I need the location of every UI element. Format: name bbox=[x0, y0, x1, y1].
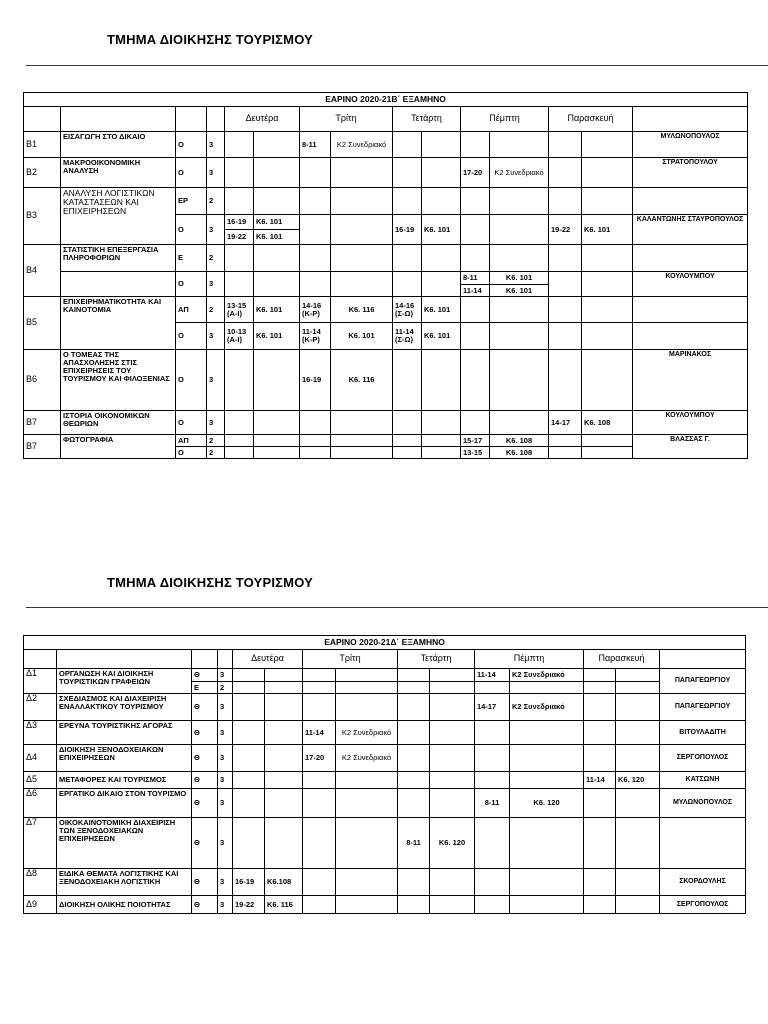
course-code: Β6 bbox=[24, 350, 61, 411]
wednesday-room: Κ6. 101 bbox=[422, 297, 461, 323]
course-code: Δ8 bbox=[24, 869, 57, 896]
course-code: Δ4 bbox=[24, 745, 57, 772]
monday-room: Κ6. 116 bbox=[265, 896, 303, 914]
course-hours: 3 bbox=[218, 772, 233, 789]
thursday-room: Κ2 Συνεδριακό bbox=[510, 694, 584, 721]
thursday-room: Κ6. 120 bbox=[510, 789, 584, 818]
thursday-time: 15-17 bbox=[461, 435, 490, 447]
thursday-room: Κ6. 101 bbox=[490, 285, 549, 297]
professor: ΣΕΡΓΟΠΟΥΛΟΣ bbox=[660, 896, 746, 914]
thursday-room: Κ6. 108 bbox=[490, 435, 549, 447]
course-type: ΑΠ bbox=[176, 435, 207, 447]
course-hours: 3 bbox=[207, 132, 225, 158]
table-row bbox=[24, 297, 748, 323]
monday-time: 19-22 bbox=[225, 230, 254, 245]
professor: ΣΚΟΡΔΟΥΛΗΣ bbox=[660, 869, 746, 896]
day-thursday: Πέμπτη bbox=[475, 650, 584, 669]
course-type: Θ bbox=[192, 818, 218, 869]
thursday-time: 13-15 bbox=[461, 447, 490, 459]
professor: ΠΑΠΑΓΕΩΡΓΙΟΥ bbox=[660, 669, 746, 694]
monday-room: Κ6. 101 bbox=[254, 230, 300, 245]
table-row bbox=[24, 411, 748, 435]
table-row bbox=[24, 350, 748, 411]
course-hours: 3 bbox=[207, 215, 225, 245]
course-hours: 2 bbox=[207, 297, 225, 323]
day-thursday: Πέμπτη bbox=[461, 107, 549, 132]
course-type: Θ bbox=[192, 869, 218, 896]
table-row bbox=[24, 669, 746, 682]
monday-room: Κ6. 101 bbox=[254, 323, 300, 350]
course-hours: 3 bbox=[218, 818, 233, 869]
course-hours: 2 bbox=[207, 245, 225, 272]
monday-time: 16-19 bbox=[233, 869, 265, 896]
day-tuesday: Τρίτη bbox=[303, 650, 398, 669]
tuesday-room: Κ2 Συνεδριακό bbox=[331, 132, 393, 158]
course-hours: 3 bbox=[218, 721, 233, 745]
course-hours: 2 bbox=[207, 188, 225, 215]
course-type: Ο bbox=[176, 411, 207, 435]
course-hours: 3 bbox=[207, 158, 225, 188]
course-title: ΦΩΤΟΓΡΑΦΙΑ bbox=[61, 435, 176, 459]
course-hours: 2 bbox=[218, 682, 233, 694]
thursday-time: 11-14 bbox=[461, 285, 490, 297]
course-code: Δ9 bbox=[24, 896, 57, 914]
day-wednesday: Τετάρτη bbox=[393, 107, 461, 132]
professor: ΣΕΡΓΟΠΟΥΛΟΣ bbox=[660, 745, 746, 772]
thursday-time: 14-17 bbox=[475, 694, 510, 721]
tuesday-time: 11-14 (Κ-Ρ) bbox=[300, 323, 331, 350]
course-type: ΑΠ bbox=[176, 297, 207, 323]
table-row bbox=[24, 435, 748, 447]
course-title: ΕΠΙΧΕΙΡΗΜΑΤΙΚΟΤΗΤΑ ΚΑΙ ΚΑΙΝΟΤΟΜΙΑ bbox=[61, 297, 176, 350]
professor: ΚΑΛΑΝΤΩΝΗΣ ΣΤΑΥΡΟΠΟΥΛΟΣ bbox=[633, 215, 748, 245]
tuesday-time: 8-11 bbox=[300, 132, 331, 158]
table-row bbox=[24, 869, 746, 896]
course-title: ΣΧΕΔΙΑΣΜΟΣ ΚΑΙ ΔΙΑΧΕΙΡΙΣΗ ΕΝΑΛΛΑΚΤΙΚΟΥ ΤΟΥΡΙΣΜΟΥ bbox=[57, 694, 192, 721]
course-code: Δ6 bbox=[24, 789, 57, 818]
course-hours: 3 bbox=[218, 789, 233, 818]
professor: ΒΛΑΣΣΑΣ Γ. bbox=[633, 435, 748, 459]
course-title: ΟΡΓΑΝΩΣΗ ΚΑΙ ΔΙΟΙΚΗΣΗ ΤΟΥΡΙΣΤΙΚΩΝ ΓΡΑΦΕΙΩΝ bbox=[57, 669, 192, 694]
course-type: Ο bbox=[176, 215, 207, 245]
course-title: ΔΙΟΙΚΗΣΗ ΞΕΝΟΔΟΧΕΙΑΚΩΝ ΕΠΙΧΕΙΡΗΣΕΩΝ bbox=[57, 745, 192, 772]
professor: ΜΥΛΩΝΟΠΟΥΛΟΣ bbox=[660, 789, 746, 818]
wednesday-time: 16-19 bbox=[393, 215, 422, 245]
table-row bbox=[24, 272, 748, 285]
monday-room: Κ6.108 bbox=[265, 869, 303, 896]
course-type: Ο bbox=[176, 350, 207, 411]
course-type: Ε bbox=[176, 245, 207, 272]
header-rule bbox=[26, 607, 768, 608]
table-row bbox=[24, 132, 748, 158]
course-code: Δ1 bbox=[24, 669, 57, 694]
course-title: Ο ΤΟΜΕΑΣ ΤΗΣ ΑΠΑΣΧΟΛΗΣΗΣ ΣΤΙΣ ΕΠΙΧΕΙΡΗΣΕΙΣ ΤΟΥ ΤΟΥΡΙΣΜΟΥ ΚΑΙ ΦΙΛΟΞΕΝΙΑΣ bbox=[61, 350, 176, 411]
tuesday-time: 16-19 bbox=[300, 350, 331, 411]
tuesday-time: 14-16 (Κ-Ρ) bbox=[300, 297, 331, 323]
course-hours: 3 bbox=[207, 272, 225, 297]
monday-time: 13-15 (Α-Ι) bbox=[225, 297, 254, 323]
course-hours: 3 bbox=[207, 350, 225, 411]
wednesday-time: 11-14 (Σ-Ω) bbox=[393, 323, 422, 350]
thursday-time: 8-11 bbox=[475, 789, 510, 818]
course-title: ΙΣΤΟΡΙΑ ΟΙΚΟΝΟΜΙΚΩΝ ΘΕΩΡΙΩΝ bbox=[61, 411, 176, 435]
course-title: ΕΡΓΑΤΙΚΟ ΔΙΚΑΙΟ ΣΤΟΝ ΤΟΥΡΙΣΜΟ bbox=[57, 789, 192, 818]
friday-time: 11-14 bbox=[584, 772, 616, 789]
tuesday-time: 11-14 bbox=[303, 721, 336, 745]
day-monday: Δευτέρα bbox=[225, 107, 300, 132]
table-row bbox=[24, 188, 748, 215]
course-type: Θ bbox=[192, 721, 218, 745]
course-type: Ο bbox=[176, 323, 207, 350]
monday-time: 16-19 bbox=[225, 215, 254, 230]
course-type: Θ bbox=[192, 694, 218, 721]
wednesday-room: Κ6. 101 bbox=[422, 215, 461, 245]
thursday-time: 11-14 bbox=[475, 669, 510, 682]
friday-room: Κ6. 120 bbox=[616, 772, 660, 789]
course-type: Ε bbox=[192, 682, 218, 694]
course-title: ΟΙΚΟΚΑΙΝΟΤΟΜΙΚΗ ΔΙΑΧΕΙΡΙΣΗ ΤΩΝ ΞΕΝΟΔΟΧΕΙΑΚΩΝ ΕΠΙΧΕΙΡΗΣΕΩΝ bbox=[57, 818, 192, 869]
course-title: ΕΙΔΙΚΑ ΘΕΜΑΤΑ ΛΟΓΙΣΤΙΚΗΣ ΚΑΙ ΞΕΝΟΔΟΧΕΙΑΚΗ ΛΟΓΙΣΤΙΚΗ bbox=[57, 869, 192, 896]
table-row bbox=[24, 721, 746, 745]
thursday-room: Κ6. 108 bbox=[490, 447, 549, 459]
course-type: Θ bbox=[192, 772, 218, 789]
day-friday: Παρασκευή bbox=[549, 107, 633, 132]
course-type: Θ bbox=[192, 745, 218, 772]
friday-room: Κ6. 101 bbox=[582, 215, 633, 245]
course-title: ΕΙΣΑΓΩΓΗ ΣΤΟ ΔΙΚΑΙΟ bbox=[61, 132, 176, 158]
monday-time: 19-22 bbox=[233, 896, 265, 914]
professor: ΠΑΠΑΓΕΩΡΓΙΟΥ bbox=[660, 694, 746, 721]
course-type: Ο bbox=[176, 132, 207, 158]
course-code: Β3 bbox=[24, 188, 61, 245]
thursday-time: 17-20 bbox=[461, 158, 490, 188]
schedule-table-d bbox=[23, 635, 746, 914]
semester-header: ΕΑΡΙΝΟ 2020-21Δ΄ ΕΞΑΜΗΝΟ bbox=[24, 636, 746, 650]
table-row bbox=[24, 818, 746, 869]
table-row bbox=[24, 745, 746, 772]
tuesday-room: Κ2 Συνεδριακό bbox=[336, 745, 398, 772]
tuesday-time: 17-20 bbox=[303, 745, 336, 772]
day-friday: Παρασκευή bbox=[584, 650, 660, 669]
course-type: Ο bbox=[176, 272, 207, 297]
course-hours: 3 bbox=[218, 745, 233, 772]
course-type: Θ bbox=[192, 669, 218, 682]
course-type: Θ bbox=[192, 789, 218, 818]
course-code: Δ7 bbox=[24, 818, 57, 869]
monday-room: Κ6. 101 bbox=[254, 215, 300, 230]
course-title: ΕΡΕΥΝΑ ΤΟΥΡΙΣΤΙΚΗΣ ΑΓΟΡΑΣ bbox=[57, 721, 192, 745]
table-row bbox=[24, 896, 746, 914]
course-code: Δ2 bbox=[24, 694, 57, 721]
course-code: Β5 bbox=[24, 297, 61, 350]
thursday-time: 8-11 bbox=[461, 272, 490, 285]
professor: ΜΑΡΙΝΑΚΟΣ bbox=[633, 350, 748, 411]
professor: ΚΑΤΣΩΝΗ bbox=[660, 772, 746, 789]
professor: ΚΟΥΛΟΥΜΠΟΥ bbox=[633, 272, 748, 297]
wednesday-room: Κ6. 120 bbox=[430, 818, 475, 869]
professor: ΚΟΥΛΟΥΜΠΟΥ bbox=[633, 411, 748, 435]
professor: ΒΙΤΟΥΛΑΔΙΤΗ bbox=[660, 721, 746, 745]
course-code: Β2 bbox=[24, 158, 61, 188]
course-hours: 3 bbox=[218, 669, 233, 682]
thursday-room: Κ6. 101 bbox=[490, 272, 549, 285]
professor: ΜΥΛΩΝΟΠΟΥΛΟΣ bbox=[633, 132, 748, 158]
department-title: ΤΜΗΜΑ ΔΙΟΙΚΗΣΗΣ ΤΟΥΡΙΣΜΟΥ bbox=[107, 32, 314, 47]
course-title: ΑΝΑΛΥΣΗ ΛΟΓΙΣΤΙΚΩΝ ΚΑΤΑΣΤΑΣΕΩΝ ΚΑΙ ΕΠΙΧΕΙΡΗΣΕΩΝ bbox=[61, 188, 176, 245]
course-type: Θ bbox=[192, 896, 218, 914]
table-row bbox=[24, 158, 748, 188]
course-code: Β7 bbox=[24, 411, 61, 435]
course-title: ΜΕΤΑΦΟΡΕΣ ΚΑΙ ΤΟΥΡΙΣΜΟΣ bbox=[57, 772, 192, 789]
course-type: Ο bbox=[176, 158, 207, 188]
tuesday-room: Κ2 Συνεδριακό bbox=[336, 721, 398, 745]
course-code: Β4 bbox=[24, 245, 61, 297]
thursday-room: Κ2 Συνεδριακό bbox=[510, 669, 584, 682]
monday-room: Κ6. 101 bbox=[254, 297, 300, 323]
header-rule bbox=[26, 65, 768, 66]
course-title: ΣΤΑΤΙΣΤΙΚΗ ΕΠΕΞΕΡΓΑΣΙΑ ΠΛΗΡΟΦΟΡΙΩΝ bbox=[61, 245, 176, 272]
tuesday-room: Κ6. 101 bbox=[331, 323, 393, 350]
table-row bbox=[24, 245, 748, 272]
tuesday-room: Κ6. 116 bbox=[331, 297, 393, 323]
course-hours: 3 bbox=[218, 896, 233, 914]
course-title: ΔΙΟΙΚΗΣΗ ΟΛΙΚΗΣ ΠΟΙΟΤΗΤΑΣ bbox=[57, 896, 192, 914]
table-row bbox=[24, 694, 746, 721]
day-tuesday: Τρίτη bbox=[300, 107, 393, 132]
course-code: Δ3 bbox=[24, 721, 57, 745]
course-code: Β7 bbox=[24, 435, 61, 459]
semester-header: ΕΑΡΙΝΟ 2020-21Β΄ ΕΞΑΜΗΝΟ bbox=[24, 93, 748, 107]
course-type: Ο bbox=[176, 447, 207, 459]
schedule-table-b bbox=[23, 92, 748, 459]
wednesday-time: 14-16 (Σ-Ω) bbox=[393, 297, 422, 323]
course-code: Δ5 bbox=[24, 772, 57, 789]
wednesday-room: Κ6. 101 bbox=[422, 323, 461, 350]
course-hours: 2 bbox=[207, 447, 225, 459]
course-hours: 3 bbox=[207, 411, 225, 435]
course-hours: 2 bbox=[207, 435, 225, 447]
course-title: ΜΑΚΡΟΟΙΚΟΝΟΜΙΚΗ ΑΝΑΛΥΣΗ bbox=[61, 158, 176, 188]
table-row bbox=[24, 772, 746, 789]
wednesday-time: 8-11 bbox=[398, 818, 430, 869]
course-code: Β1 bbox=[24, 132, 61, 158]
day-monday: Δευτέρα bbox=[233, 650, 303, 669]
friday-room: Κ6. 108 bbox=[582, 411, 633, 435]
thursday-room: Κ2 Συνεδριακό bbox=[490, 158, 549, 188]
course-hours: 3 bbox=[218, 694, 233, 721]
tuesday-room: Κ6. 116 bbox=[331, 350, 393, 411]
friday-time: 19-22 bbox=[549, 215, 582, 245]
day-wednesday: Τετάρτη bbox=[398, 650, 475, 669]
course-type: ΕΡ bbox=[176, 188, 207, 215]
professor: ΣΤΡΑΤΟΠΟΥΛΟΥ bbox=[633, 158, 748, 188]
course-hours: 3 bbox=[207, 323, 225, 350]
table-row bbox=[24, 789, 746, 818]
department-title: ΤΜΗΜΑ ΔΙΟΙΚΗΣΗΣ ΤΟΥΡΙΣΜΟΥ bbox=[107, 575, 314, 590]
course-hours: 3 bbox=[218, 869, 233, 896]
monday-time: 10-13 (Α-Ι) bbox=[225, 323, 254, 350]
friday-time: 14-17 bbox=[549, 411, 582, 435]
